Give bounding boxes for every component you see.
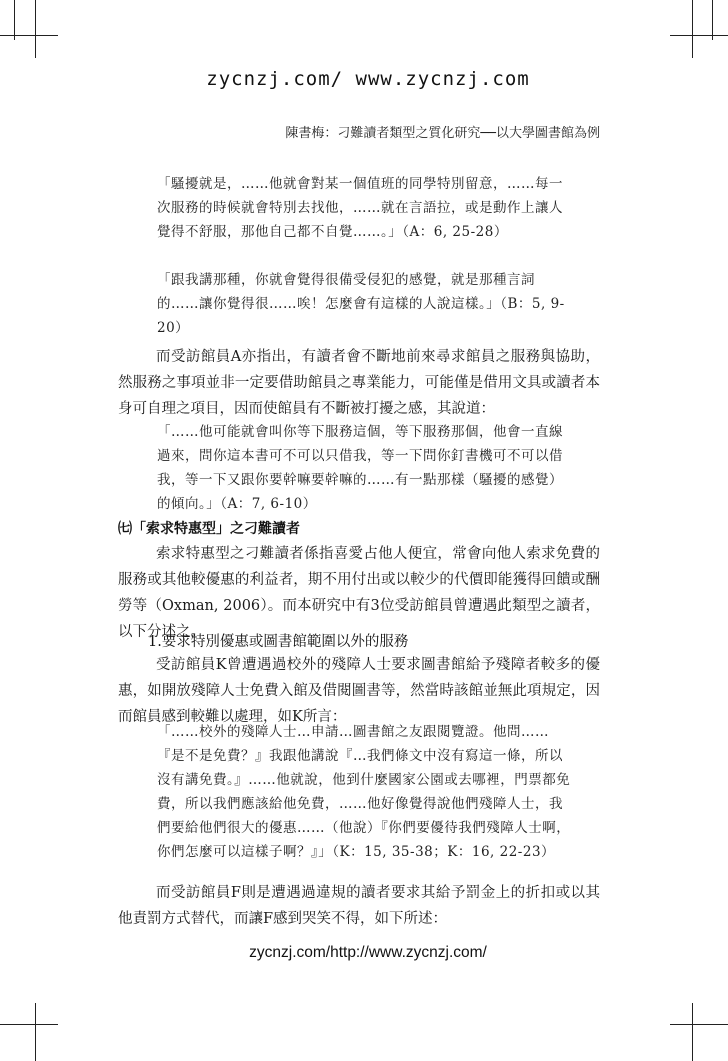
body-paragraph: 受訪館員K曾遭遇過校外的殘障人士要求圖書館給予殘障者較多的優惠，如開放殘障人士免費入館及借閱圖書等，然當時該館並無此項規定，因而館員感到較難以處理，如K所言： bbox=[118, 657, 600, 725]
interview-quote: 「……他可能就會叫你等下服務這個，等下服務那個，他會一直線過來，問你這本書可不可以只借我，等一下問你釘書機可不可以借我，等一下又跟你要幹嘛要幹嘛的……有一點那樣（騷擾的感覺）的傾向。」（A：7, 6-10） bbox=[157, 424, 563, 512]
watermark-top: zycnzj.com/ www.zycnzj.com bbox=[206, 68, 530, 90]
interview-quote: 「跟我講那種，你就會覺得很備受侵犯的感覺，就是那種言詞的……讓你覺得很……唉！怎麼會有這樣的人說這樣。」（B：5, 9-20） bbox=[157, 272, 565, 336]
crop-mark-top-left bbox=[14, 0, 15, 40]
body-paragraph: 而受訪館員A亦指出，有讀者會不斷地前來尋求館員之服務與協助，然服務之事項並非一定要借助館員之專業能力，可能僅是借用文具或讀者本身可自理之項目，因而使館員有不斷被打擾之感，其說道： bbox=[118, 349, 600, 417]
body-paragraph: 而受訪館員F則是遭遇過違規的讀者要求其給予罰金上的折扣或以其他責罰方式替代，而讓F感到哭笑不得，如下所述： bbox=[118, 885, 600, 927]
crop-mark-top-left bbox=[0, 35, 58, 36]
running-head: 陳書梅：刁難讀者類型之質化研究──以大學圖書館為例 bbox=[285, 126, 600, 141]
watermark-bottom: zycnzj.com/http://www.zycnzj.com/ bbox=[249, 944, 487, 961]
interview-quote: 「……校外的殘障人士…申請…圖書館之友跟閱覽證。他問……『是不是免費？』我跟他講說『…我們條文中沒有寫這一條，所以沒有講免費。』……他就說，他到什麼國家公園或去哪裡，門票都免費，所以我們應該給他免費，……他好像覺得說他們殘障人士，我們要給他們很大的優惠……（他說）『你們要優待我們殘障人士啊，你們怎麼可以這樣子啊？』」（K：15, 35-38；K：16, 22-23） bbox=[157, 724, 571, 860]
crop-mark-top-right bbox=[670, 35, 728, 36]
crop-mark-bottom-left bbox=[0, 1024, 58, 1025]
crop-mark-bottom-right bbox=[692, 1003, 693, 1061]
crop-mark-bottom-left bbox=[35, 1003, 36, 1061]
section-heading: ㈦「索求特惠型」之刁難讀者 bbox=[118, 521, 300, 537]
crop-mark-top-right bbox=[692, 0, 693, 58]
interview-quote: 「騷擾就是，……他就會對某一個值班的同學特別留意，……每一次服務的時候就會特別去找他，……就在言語拉，或是動作上讓人覺得不舒服，那他自己都不自覺……。」（A：6, 25-28） bbox=[157, 176, 563, 240]
crop-mark-bottom-right bbox=[670, 1024, 728, 1025]
body-paragraph: 索求特惠型之刁難讀者係指喜愛占他人便宜，常會向他人索求免費的服務或其他較優惠的利益者，期不用付出或以較少的代價即能獲得回饋或酬勞等（Oxman, 2006）。而本研究中有3位受訪館員曾遭遇此類型之讀者，以下分述之。 bbox=[118, 546, 600, 640]
crop-mark-top-left bbox=[35, 0, 36, 58]
subsection-heading: 1.要求特別優惠或圖書館範圍以外的服務 bbox=[148, 634, 409, 650]
crop-mark-top-right bbox=[712, 0, 713, 40]
